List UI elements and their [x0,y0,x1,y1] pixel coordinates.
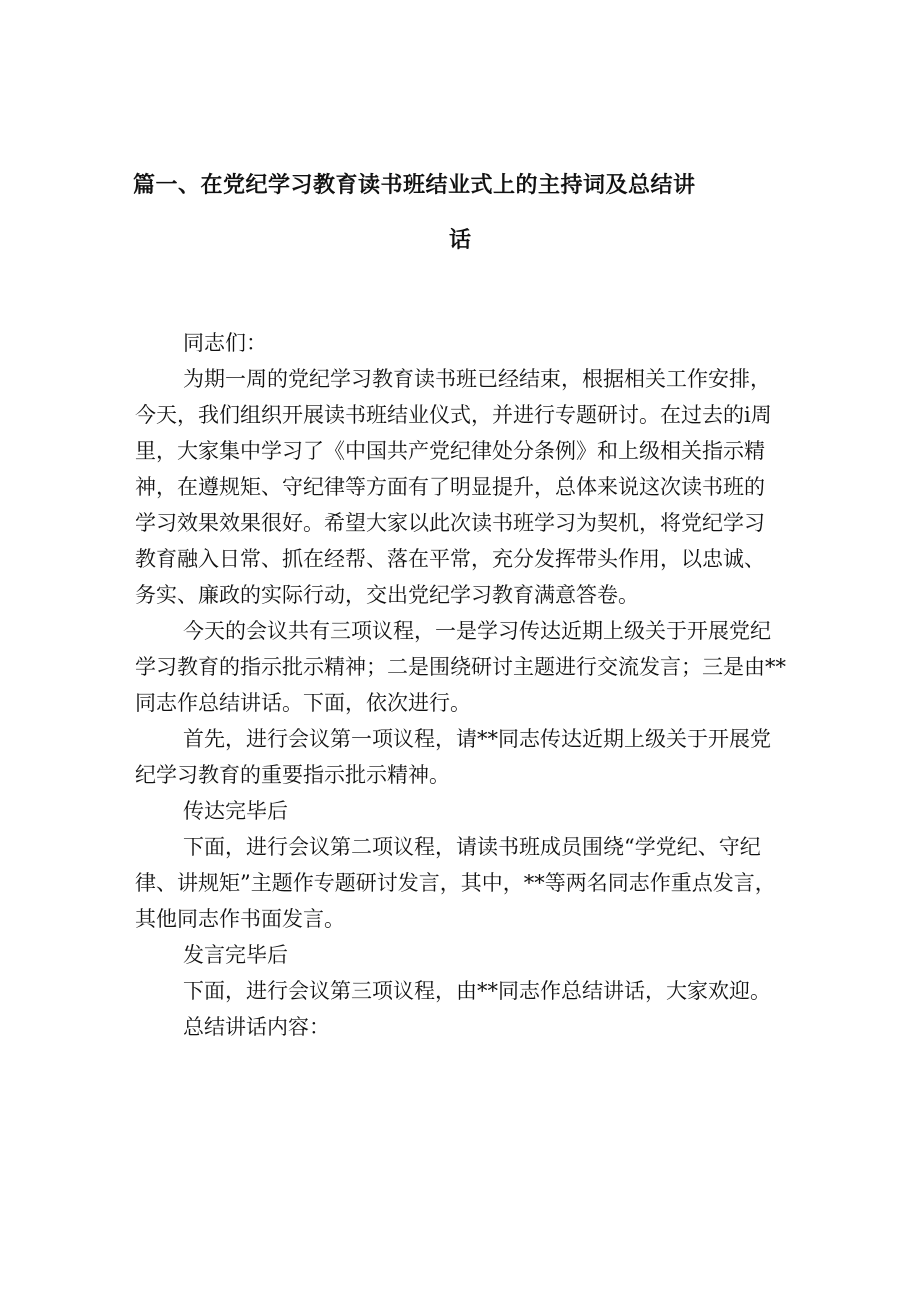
paragraph-line: 里，大家集中学习了《中国共产党纪律处分条例》和上级相关指示精 [135,439,765,463]
stage-note-line: 发言完毕后 [183,943,288,967]
paragraph-line: 学习教育的指示批示精神；二是围绕研讨主题进行交流发言；三是由** [135,655,786,679]
greeting-line: 同志们： [183,331,267,355]
paragraph-line: 为期一周的党纪学习教育读书班已经结束，根据相关工作安排， [183,367,771,391]
section-label-line: 总结讲话内容： [183,1015,330,1039]
paragraph-line: 其他同志作书面发言。 [135,907,345,931]
document-title-continuation: 话 [448,227,471,253]
paragraph-line: 首先，进行会议第一项议程，请**同志传达近期上级关于开展党 [183,727,771,751]
paragraph-line: 律、讲规矩”主题作专题研讨发言，其中，**等两名同志作重点发言， [135,871,776,895]
paragraph-line: 纪学习教育的重要指示批示精神。 [135,763,450,787]
document-title: 篇一、在党纪学习教育读书班结业式上的主持词及总结讲 [133,172,696,198]
stage-note-line: 传达完毕后 [183,799,288,823]
paragraph-line: 下面，进行会议第二项议程，请读书班成员围绕“学党纪、守纪 [183,835,761,859]
paragraph-line: 教育融入日常、抓在经帮、落在平常，充分发挥带头作用，以忠诚、 [135,547,765,571]
paragraph-line: 神，在遵规矩、守纪律等方面有了明显提升，总体来说这次读书班的 [135,475,765,499]
document-body [135,325,785,1045]
paragraph-line: 务实、廉政的实际行动，交出党纪学习教育满意答卷。 [135,583,639,607]
paragraph-line: 今天的会议共有三项议程，一是学习传达近期上级关于开展党纪 [183,619,771,643]
paragraph-line: 今天，我们组织开展读书班结业仪式，并进行专题研讨。在过去的i周 [135,403,772,427]
paragraph-line: 学习效果效果很好。希望大家以此次读书班学习为契机，将党纪学习 [135,511,765,535]
paragraph-line: 下面，进行会议第三项议程，由**同志作总结讲话，大家欢迎。 [183,979,771,1003]
paragraph-line: 同志作总结讲话。下面，依次进行。 [135,691,471,715]
